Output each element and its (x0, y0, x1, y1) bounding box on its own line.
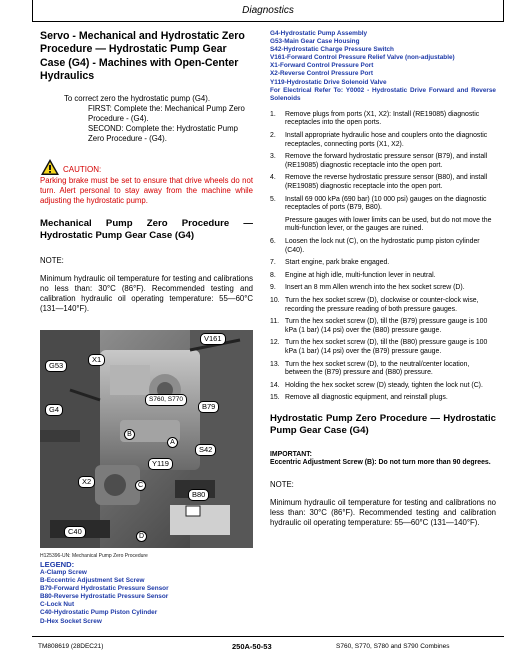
callout-c: C (135, 480, 146, 491)
caution-text: Parking brake must be set to ensure that drive wheels do not turn. Alert personal to stay away from the machine while adjusting the hydrostatic pump. (40, 175, 253, 205)
pump-photo-illustration (40, 330, 253, 548)
footer-rule (32, 636, 504, 637)
procedure-step: 5. Install 69 000 kPa (690 bar) (10 000 psi) gauges on the diagnostic receptacles of ports (B79, B80). (270, 195, 487, 212)
procedure-step: 9. Insert an 8 mm Allen wrench into the hex socket screw (D). (270, 284, 465, 292)
callout-s42: S42 (195, 444, 216, 456)
callout-g4: G4 (45, 404, 63, 416)
procedure-step: 13. Turn the hex socket screw (D), to the neutral/center location, between the (B79) pressure and (B80) pressure. (270, 360, 470, 377)
electrical-reference: For Electrical Refer To: Y0002 - Hydrostatic Drive Forward and Reverse Solenoids (270, 86, 496, 102)
legend-item: D-Hex Socket Screw (40, 617, 102, 625)
footer-page-number: 250A-50-53 (232, 642, 272, 651)
callout-d: D (136, 531, 147, 542)
legend-title: LEGEND: (40, 560, 75, 569)
important-label: IMPORTANT: (270, 450, 312, 458)
procedure-step: 6. Loosen the lock nut (C), on the hydrostatic pump piston cylinder (C40). (270, 237, 480, 254)
procedure-step: 11. Turn the hex socket screw (D), till the (B79) pressure gauge is 100 kPa (1 bar) (14 psi) over the (B80) pressure gauge. (270, 318, 488, 334)
pump-photo (40, 330, 253, 548)
procedure-step: 3. Remove the forward hydrostatic pressure sensor (B79), and install (RE19085) diagnostic receptacle into the open port. (270, 153, 488, 169)
caution-warning-icon (40, 158, 60, 176)
procedure-step: 1. Remove plugs from ports (X1, X2): Install (RE19085) diagnostic receptacles into the open ports. (270, 110, 480, 127)
procedure-title: Servo - Mechanical and Hydrostatic Zero Procedure — Hydrostatic Pump Gear Case (G4) - Machines with Open-Center Hydraulics (40, 30, 245, 83)
legend-item: Y119-Hydrostatic Drive Solenoid Valve (270, 78, 387, 86)
legend-item: B-Eccentric Adjustment Set Screw (40, 577, 145, 585)
procedure-step: 7. Start engine, park brake engaged. (270, 259, 390, 267)
second-step-text: SECOND: Complete the: Hydrostatic Pump Zero Procedure - (G4). (88, 123, 238, 143)
caution-label: CAUTION: (63, 165, 102, 175)
procedure-step: 2. Install appropriate hydraulic hose and couplers onto the diagnostic receptacles, connecting ports (X1, X2). (270, 132, 488, 148)
legend-item: B79-Forward Hydrostatic Pressure Sensor (40, 585, 169, 593)
procedure-step: 10. Turn the hex socket screw (D), clockwise or counter-clock wise, recording the pressure reading of both pressure gauges. (270, 296, 479, 313)
procedure-step: 12. Turn the hex socket screw (D), till the (B80) pressure gauge is 100 kPa (1 bar) (14 psi) over the (B79) pressure gauge. (270, 339, 488, 355)
procedure-steps (270, 111, 496, 403)
note-text: Minimum hydraulic oil temperature for testing and calibrations no less than: 30°C (86°F). Recommended testing and calibration hydraulic oil operating temperature: 55—60°C (131—140°F). (40, 273, 253, 313)
footer-doc-id: TM808619 (28DEC21) (38, 643, 104, 650)
legend-item: G53-Main Gear Case Housing (270, 38, 360, 46)
callout-b: B (124, 429, 135, 440)
right-column (270, 30, 496, 528)
legend (40, 560, 169, 626)
intro-block (64, 94, 253, 144)
legend-item: B80-Reverse Hydrostatic Pressure Sensor (40, 593, 169, 601)
intro-text: To correct zero the hydrostatic pump (G4). (64, 93, 211, 103)
legend-item: X2-Reverse Control Pressure Port (270, 70, 373, 78)
legend-item: A-Clamp Screw (40, 569, 87, 576)
first-step-text: FIRST: Complete the: Mechanical Pump Zero Procedure - (G4). (88, 103, 245, 123)
callout-x2: X2 (78, 476, 95, 488)
legend-item: V161-Forward Control Pressure Relief Valve (non-adjustable) (270, 54, 455, 62)
callout-g53: G53 (45, 360, 67, 372)
legend-item: X1-Forward Control Pressure Port (270, 62, 374, 70)
callout-v161: V161 (200, 333, 226, 345)
legend-item: C40-Hydrostatic Pump Piston Cylinder (40, 609, 158, 617)
step-5-note: Pressure gauges with lower limits can be used, but do not move the multi-function lever, or the gauges are ruined. (285, 216, 492, 233)
procedure-step: 8. Engine at high idle, multi-function lever in neutral. (270, 271, 436, 279)
callout-s760-s770: S760, S770 (145, 394, 187, 406)
callout-b79: B79 (198, 401, 219, 413)
note-text: Minimum hydraulic oil temperature for testing and calibrations no less than: 30°C (86°F). Recommended testing and calibration hydraulic oil operating temperature: 55—60°C (131—140°F). (270, 498, 496, 528)
figure-caption: H125396-UN: Mechanical Pump Zero Procedure (40, 553, 148, 559)
page-header (32, 0, 504, 22)
footer-models: S760, S770, S780 and S790 Combines (336, 643, 450, 650)
legend-continued (270, 30, 496, 103)
legend-item: G4-Hydrostatic Pump Assembly (270, 30, 368, 37)
important-text: Eccentric Adjustment Screw (B): Do not turn more than 90 degrees. (270, 459, 491, 467)
note-label: NOTE: (40, 255, 64, 265)
procedure-step: 15. Remove all diagnostic equipment, and reinstall plugs. (270, 394, 448, 402)
callout-x1: X1 (88, 354, 105, 366)
procedure-step: 14. Holding the hex socket screw (D) steady, tighten the lock nut (C). (270, 381, 483, 389)
hydrostatic-zero-heading: Hydrostatic Pump Zero Procedure — Hydrostatic Pump Gear Case (G4) (270, 412, 496, 436)
legend-item: S42-Hydrostatic Charge Pressure Switch (270, 46, 394, 54)
mechanical-zero-heading: Mechanical Pump Zero Procedure — Hydrostatic Pump Gear Case (G4) (40, 217, 253, 241)
callout-y119: Y119 (148, 458, 173, 470)
caution-block (40, 158, 253, 206)
note-label: NOTE: (270, 480, 294, 490)
legend-item: C-Lock Nut (40, 601, 75, 609)
callout-b80: B80 (188, 489, 209, 501)
callout-a: A (167, 437, 178, 448)
procedure-step: 4. Remove the reverse hydrostatic pressure sensor (B80), and install (RE19085) diagnostic receptacle into the open port. (270, 174, 488, 190)
callout-c40: C40 (64, 526, 86, 538)
left-column (40, 30, 253, 314)
section-title: Diagnostics (242, 5, 294, 16)
